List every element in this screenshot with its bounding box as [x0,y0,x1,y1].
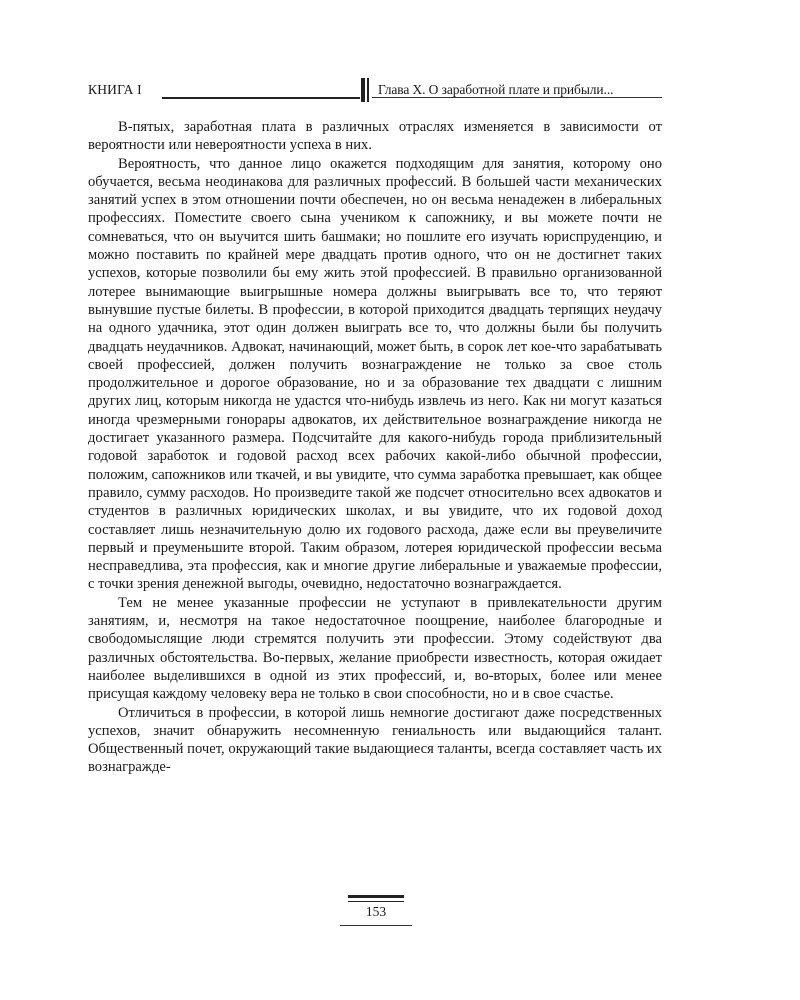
page-number: 153 [365,904,387,919]
header-divider-thin-bar [367,78,369,102]
paragraph: Отличиться в профессии, в которой лишь немногие достигают даже посредственных успехов, значит обнаружить несомненную гениальность или выдающийся талант. Общественный почет, окружающий такие выдающиеся таланты, всегда составляет часть их вознагражде- [88,704,662,776]
paragraph: Вероятность, что данное лицо окажется подходящим для занятия, которому оно обучается, весьма неодинакова для различных профессий. В большей части механических занятий успех в этом отношении почти обеспечен, но он весьма ненадежен в либеральных профессиях. Поместите своего сына учеником к сапожнику, и вы можете почти не сомневаться, что он выучится шить башмаки; но пошлите его изучать юриспруденцию, и можно поставить по крайней мере двадцать против одного, что он не достигнет таких успехов, которые позволили бы ему жить этой профессией. В правильно организованной лотерее вынимающие выигрышные номера должны выигрывать все то, что теряют вынувшие пустые билеты. В профессии, в которой приходится двадцать терпящих неудачу на одного удачника, этот один должен выиграть все то, что должны были бы получить двадцать неудачников. Адвокат, начинающий, может быть, в сорок лет кое-что зарабатывать своей профессией, должен получить вознаграждение не только за свое столь продолжительное и дорогое образование, но и за образование тех двадцати с лишним других лиц, которым никогда не удастся что-нибудь извлечь из него. Как ни могут казаться иногда чрезмерными гонорары адвокатов, их действительное вознаграждение никогда не достигает указанного размера. Подсчитайте для какого-нибудь города приблизительный годовой заработок и годовой расход всех рабочих какой-либо обычной профессии, положим, сапожников или ткачей, и вы увидите, что сумма заработка превышает, как общее правило, сумму расходов. Но произведите такой же подсчет относительно всех адвокатов и студентов в различных юридических школах, и вы увидите, что их годовой доход составляет лишь незначительную долю их годового расхода, даже если вы преувеличите первый и преуменьшите второй. Таким образом, лотерея юридической профессии весьма несправедлива, эта профессия, как и многие другие либеральные и уважаемые профессии, с точки зрения денежной выгоды, очевидно, недостаточно вознаграждается. [88,155,662,593]
header-divider-thick-bar [361,78,365,102]
running-header-book: КНИГА I [88,82,142,97]
running-header-chapter: Глава X. О заработной плате и прибыли... [378,82,614,97]
paragraph: В-пятых, заработная плата в различных отраслях изменяется в зависимости от вероятности или невероятности успеха в них. [88,119,662,154]
header-rule-right [372,97,662,98]
footer-rule-thick [348,895,404,898]
footer-rule-thin [348,901,404,902]
footer-rule-bottom [340,925,412,926]
header-rule-left [162,97,360,99]
header-divider-ornament [361,78,371,102]
paragraph: Тем не менее указанные профессии не уступают в привлекательности другим занятиям, и, несмотря на такое недостаточное поощрение, наиболее благородные и свободомыслящие люди стремятся получить эти профессии. Этому содействуют два различных обстоятельства. Во-первых, желание приобрести известность, которая ожидает наиболее выделившихся в одной из этих профессий, и, во-вторых, более или менее присущая каждому человеку вера не только в свои способности, но и в свое счастье. [88,594,662,703]
body-text [88,118,662,777]
